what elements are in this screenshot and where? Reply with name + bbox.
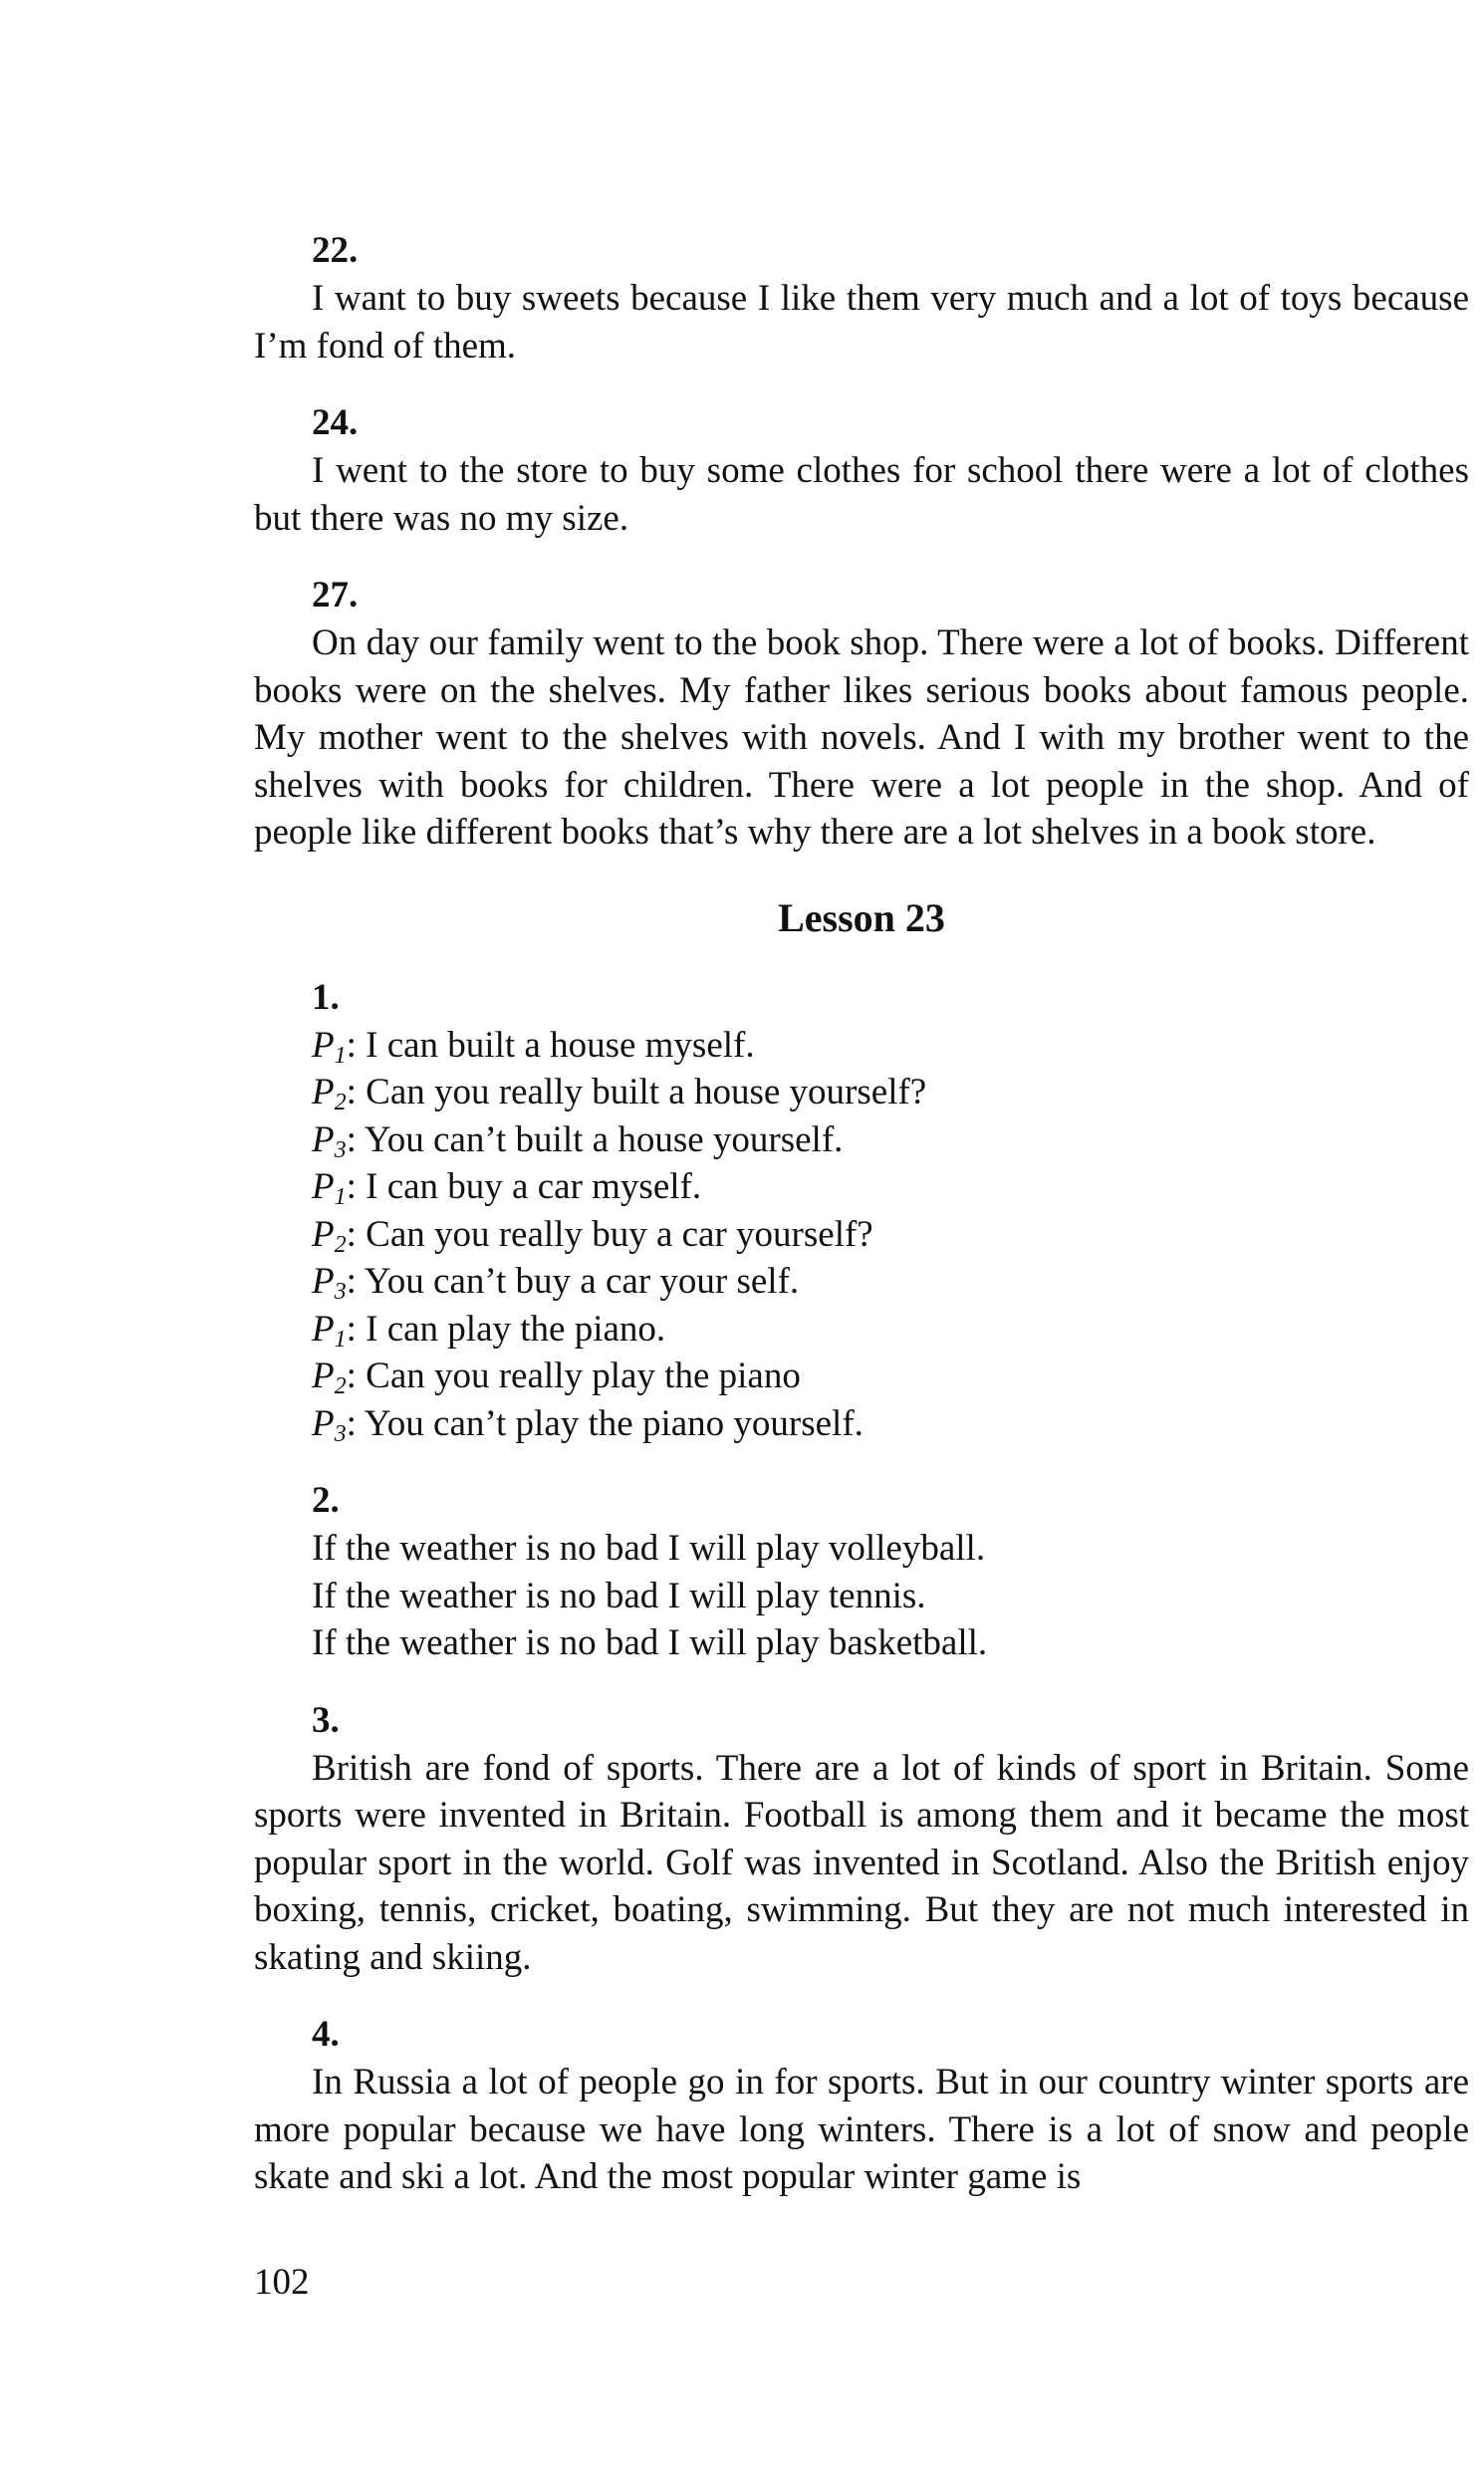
dialogue-line: $P_2$: Can you really built a house yourself? bbox=[312, 1072, 927, 1115]
exercise-text: I want to buy sweets because I like them very much and a lot of toys because I’m fond of them. bbox=[254, 278, 1469, 367]
dialogue-line: $P_1$: I can play the piano. bbox=[312, 1308, 666, 1353]
speaker-label: $P_3$ bbox=[312, 1402, 347, 1447]
dialogue-line: $P_2$: Can you really buy a car yourself? bbox=[312, 1213, 873, 1258]
dialogue-line: $P_3$: You can’t built a house yourself. bbox=[312, 1118, 844, 1163]
dialogue-line: $P_3$: You can’t play the piano yourself. bbox=[312, 1402, 864, 1447]
page-number: 102 bbox=[254, 2262, 310, 2303]
page-content bbox=[254, 217, 1469, 2201]
exercise-number: 27. bbox=[312, 575, 359, 616]
lesson-heading: Lesson 23 bbox=[778, 894, 945, 940]
exercise-number: 1. bbox=[312, 976, 340, 1018]
speaker-label: $P_3$ bbox=[312, 1118, 347, 1163]
dialogue-line: $P_3$: You can’t buy a car your self. bbox=[312, 1261, 800, 1305]
speaker-label: $P_2$ bbox=[312, 1213, 347, 1258]
dialogue-line: $P_2$: Can you really play the piano bbox=[312, 1356, 801, 1399]
dialogue-line: $P_1$: I can buy a car myself. bbox=[312, 1166, 702, 1210]
dialogue-line: $P_1$: I can built a house myself. bbox=[312, 1024, 755, 1069]
speaker-label: $P_2$ bbox=[312, 1072, 347, 1115]
exercise-number: 4. bbox=[312, 2014, 340, 2055]
exercise-text: On day our family went to the book shop. There were a lot of books. Different books were on the shelves. My father likes serious books about famous people. My mother went to the shelves with novels. And I with my brother went to the shelves with books for children. There were a lot people in the shop. And of people like different books that’s why there are a lot shelves in a book store. bbox=[254, 622, 1469, 853]
speaker-label: $P_3$ bbox=[312, 1261, 347, 1305]
speaker-label: $P_1$ bbox=[312, 1024, 347, 1069]
exercise-text: British are fond of sports. There are a lot of kinds of sport in Britain. Some sports were invented in Britain. Football is among them and it became the most popular sport in the world. Golf was invented in Scotland. Also the British enjoy boxing, tennis, cricket, boating, swimming. But they are not much interested in skating and skiing. bbox=[254, 1747, 1469, 1978]
exercise-number: 2. bbox=[312, 1480, 340, 1521]
exercise-number: 3. bbox=[312, 1699, 340, 1741]
exercise-number: 24. bbox=[312, 402, 359, 443]
exercise-number: 22. bbox=[312, 230, 359, 271]
speaker-label: $P_1$ bbox=[312, 1308, 347, 1353]
speaker-label: $P_1$ bbox=[312, 1166, 347, 1210]
sentence-line: If the weather is no bad I will play volleyball. bbox=[312, 1528, 986, 1569]
exercise-text: In Russia a lot of people go in for sports. But in our country winter sports are more popular because we have long winters. There is a lot of snow and people skate and ski a lot. And the most popular winter game is bbox=[254, 2062, 1469, 2197]
speaker-label: $P_2$ bbox=[312, 1356, 347, 1399]
sentence-line: If the weather is no bad I will play tennis. bbox=[312, 1575, 926, 1616]
sentence-line: If the weather is no bad I will play basketball. bbox=[312, 1622, 988, 1663]
dialogue bbox=[254, 1022, 1469, 1448]
exercise-text: I went to the store to buy some clothes for school there were a lot of clothes but there was no my size. bbox=[254, 450, 1469, 539]
